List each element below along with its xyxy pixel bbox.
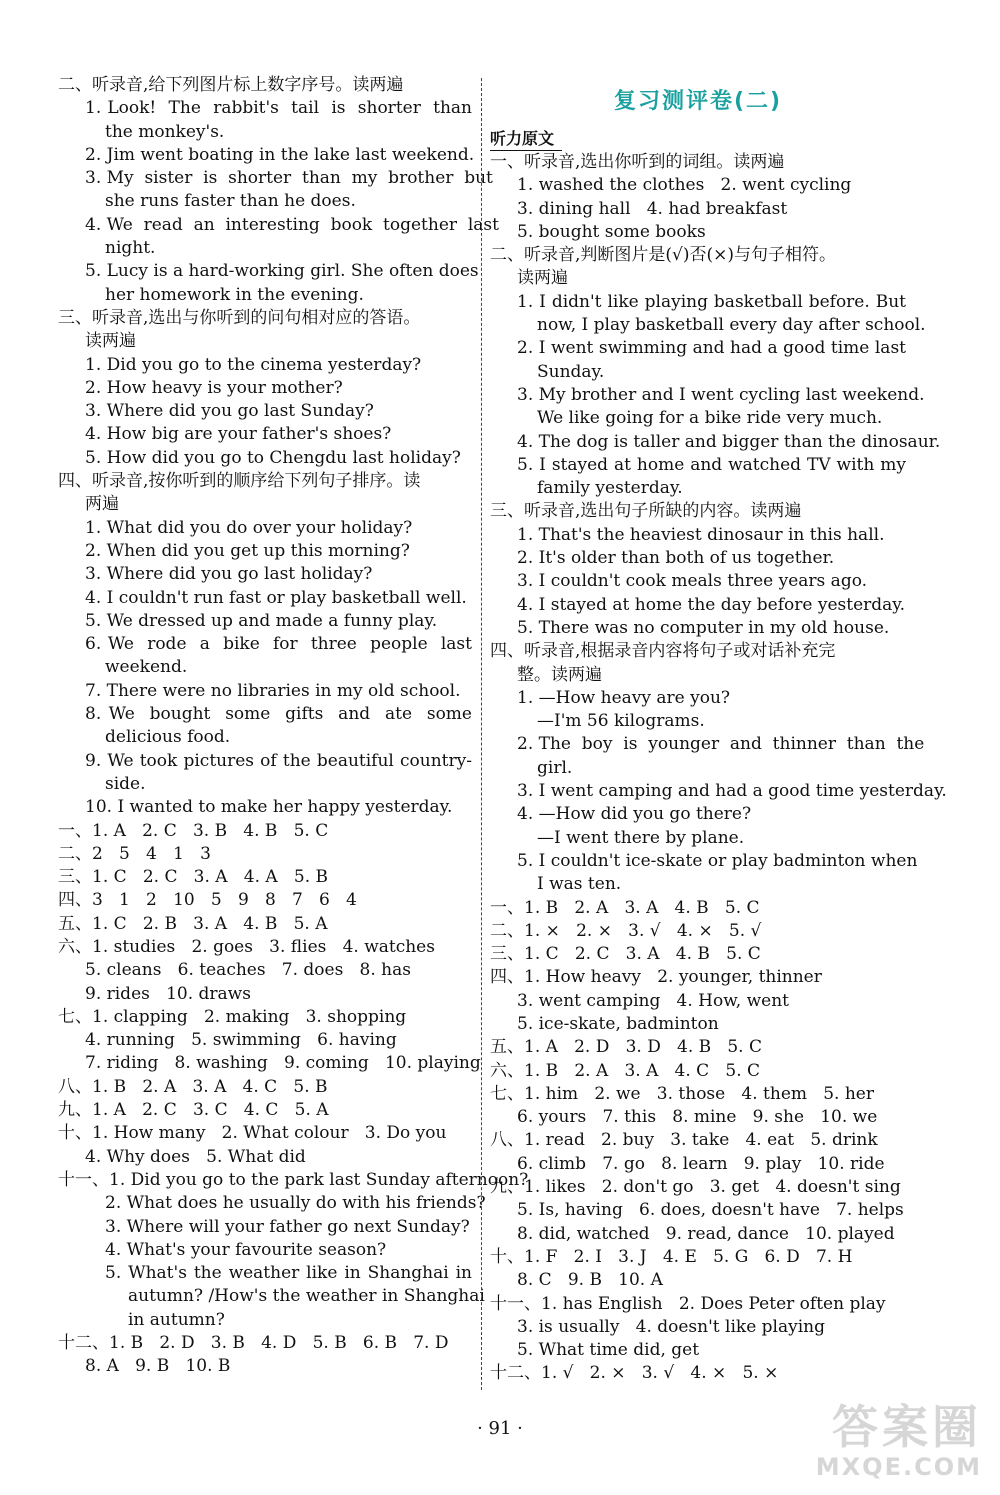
- text-line: 5. Lucy is a hard-working girl. She often does: [85, 261, 479, 282]
- text-line: in autumn?: [128, 1309, 225, 1330]
- text-line: 一、1. A 2. C 3. B 4. B 5. C: [58, 820, 329, 841]
- text-line: 8. did, watched 9. read, dance 10. played: [517, 1223, 895, 1244]
- text-line: 4. I couldn't run fast or play basketball well.: [85, 587, 467, 608]
- text-line: 2. How heavy is your mother?: [85, 377, 343, 398]
- text-line: 3. I couldn't cook meals three years ago.: [517, 571, 868, 592]
- text-line: 四、听录音,根据录音内容将句子或对话补充完: [490, 641, 836, 662]
- text-line: 四、1. How heavy 2. younger, thinner: [490, 967, 822, 988]
- text-line: 5. I stayed at home and watched TV with my: [517, 454, 906, 475]
- text-line: 8. We bought some gifts and ate some: [85, 704, 472, 725]
- text-line: 7. There were no libraries in my old school.: [85, 680, 461, 701]
- page-number: · 91 ·: [477, 1418, 523, 1439]
- text-line: 4. The dog is taller and bigger than the dinosaur.: [517, 431, 941, 452]
- text-line: 5. ice-skate, badminton: [517, 1013, 719, 1034]
- text-line: 3. dining hall 4. had breakfast: [517, 198, 788, 219]
- text-line: 三、1. C 2. C 3. A 4. A 5. B: [58, 867, 329, 888]
- text-line: delicious food.: [105, 727, 231, 748]
- text-line: —I'm 56 kilograms.: [537, 711, 705, 732]
- watermark-url: MXQE.COM: [815, 1453, 982, 1481]
- text-line: 六、1. studies 2. goes 3. flies 4. watches: [58, 936, 435, 957]
- text-line: now, I play basketball every day after school.: [537, 315, 926, 336]
- text-line: 1. Look! The rabbit's tail is shorter than: [85, 98, 472, 119]
- text-line: 5. bought some books: [517, 221, 706, 242]
- text-line: 10. I wanted to make her happy yesterday.: [85, 797, 453, 818]
- text-line: 四、3 1 2 10 5 9 8 7 6 4: [58, 890, 357, 911]
- text-line: 八、1. B 2. A 3. A 4. C 5. B: [58, 1076, 328, 1097]
- text-line: 5. Is, having 6. does, doesn't have 7. helps: [517, 1200, 904, 1221]
- text-line: 五、1. C 2. B 3. A 4. B 5. A: [58, 913, 328, 934]
- listening-script-heading: 听力原文: [490, 128, 562, 151]
- text-line: 4. running 5. swimming 6. having: [85, 1030, 397, 1051]
- text-line: 九、1. A 2. C 3. C 4. C 5. A: [58, 1100, 329, 1121]
- text-line: 八、1. read 2. buy 3. take 4. eat 5. drink: [490, 1130, 878, 1151]
- text-line: 3. My brother and I went cycling last weekend.: [517, 384, 925, 405]
- text-line: 1. What did you do over your holiday?: [85, 517, 413, 538]
- text-line: 5. There was no computer in my old house.: [517, 617, 890, 638]
- text-line: 十、1. How many 2. What colour 3. Do you: [58, 1123, 447, 1144]
- text-line: 1. Did you go to the cinema yesterday?: [85, 354, 422, 375]
- text-line: —I went there by plane.: [537, 827, 745, 848]
- text-line: autumn? /How's the weather in Shanghai: [128, 1286, 485, 1307]
- text-line: 读两遍: [85, 331, 136, 352]
- text-line: 3. I went camping and had a good time yesterday.: [517, 781, 947, 802]
- text-line: 3. Where did you go last holiday?: [85, 564, 373, 585]
- right-lines: [490, 151, 947, 1386]
- text-line: the monkey's.: [105, 121, 225, 142]
- text-line: 三、听录音,选出句子所缺的内容。读两遍: [490, 501, 802, 522]
- text-line: 5. I couldn't ice-skate or play badminton when: [517, 850, 918, 871]
- text-line: 一、听录音,选出你听到的词组。读两遍: [490, 152, 785, 172]
- text-line: 4. —How did you go there?: [517, 804, 752, 825]
- text-line: 十、1. F 2. I 3. J 4. E 5. G 6. D 7. H: [490, 1246, 853, 1267]
- text-line: 5. What's the weather like in Shanghai in: [105, 1263, 472, 1284]
- text-line: 7. riding 8. washing 9. coming 10. playing: [85, 1053, 481, 1074]
- text-line: family yesterday.: [537, 478, 683, 499]
- text-line: 读两遍: [517, 268, 568, 289]
- text-line: 五、1. A 2. D 3. D 4. B 5. C: [490, 1037, 762, 1058]
- text-line: 1. —How heavy are you?: [517, 687, 731, 708]
- watermark-text: 答案圈: [832, 1400, 982, 1454]
- text-line: 二、听录音,给下列图片标上数字序号。读两遍: [58, 75, 404, 95]
- text-line: 十一、1. Did you go to the park last Sunday afternoon?: [58, 1169, 529, 1190]
- text-line: 二、1. × 2. × 3. √ 4. × 5. √: [490, 920, 762, 941]
- text-line: 2. It's older than both of us together.: [517, 548, 835, 569]
- text-line: 4. How big are your father's shoes?: [85, 424, 392, 445]
- text-line: 1. That's the heaviest dinosaur in this hall.: [517, 524, 885, 545]
- text-line: 5. cleans 6. teaches 7. does 8. has: [85, 960, 411, 981]
- text-line: 2. Jim went boating in the lake last weekend.: [85, 144, 475, 165]
- text-line: 3. Where will your father go next Sunday?: [105, 1216, 470, 1237]
- text-line: 四、听录音,按你听到的顺序给下列句子排序。读: [58, 471, 421, 492]
- watermark-logo: [816, 1401, 982, 1481]
- text-line: 十一、1. has English 2. Does Peter often play: [490, 1293, 886, 1314]
- text-line: night.: [105, 238, 156, 259]
- text-line: 整。读两遍: [517, 664, 602, 685]
- text-line: 5. What time did, get: [517, 1340, 700, 1361]
- text-line: Sunday.: [537, 361, 605, 382]
- right-column: [490, 74, 947, 1386]
- text-line: 5. We dressed up and made a funny play.: [85, 610, 438, 631]
- text-line: 六、1. B 2. A 3. A 4. C 5. C: [490, 1060, 761, 1081]
- text-line: 二、2 5 4 1 3: [58, 843, 211, 864]
- text-line: 4. We read an interesting book together last: [85, 214, 499, 235]
- text-line: 十二、1. B 2. D 3. B 4. D 5. B 6. B 7. D: [58, 1333, 449, 1354]
- text-line: side.: [105, 773, 146, 794]
- text-line: 8. A 9. B 10. B: [85, 1356, 231, 1377]
- text-line: 2. When did you get up this morning?: [85, 540, 410, 561]
- text-line: 3. My sister is shorter than my brother but: [85, 168, 493, 189]
- section-title: 复习测评卷(二): [613, 89, 783, 114]
- text-line: 9. We took pictures of the beautiful country-: [85, 750, 472, 771]
- text-line: 两遍: [85, 494, 119, 515]
- text-line: 6. yours 7. this 8. mine 9. she 10. we: [517, 1107, 878, 1128]
- text-line: 6. We rode a bike for three people last: [85, 634, 472, 655]
- text-line: 1. washed the clothes 2. went cycling: [517, 175, 852, 196]
- text-line: 9. rides 10. draws: [85, 983, 251, 1004]
- text-line: 七、1. him 2. we 3. those 4. them 5. her: [490, 1083, 874, 1104]
- text-line: 一、1. B 2. A 3. A 4. B 5. C: [490, 897, 760, 918]
- text-line: 3. Where did you go last Sunday?: [85, 401, 374, 422]
- text-line: 九、1. likes 2. don't go 3. get 4. doesn't sing: [490, 1177, 901, 1198]
- text-line: 十二、1. √ 2. × 3. √ 4. × 5. ×: [490, 1363, 779, 1384]
- text-line: I was ten.: [537, 874, 622, 895]
- column-divider: [481, 78, 482, 1390]
- text-line: 5. How did you go to Chengdu last holiday?: [85, 447, 461, 468]
- text-line: she runs faster than he does.: [105, 191, 356, 212]
- text-line: 三、听录音,选出与你听到的问句相对应的答语。: [58, 307, 421, 328]
- text-line: 3. is usually 4. doesn't like playing: [517, 1316, 825, 1337]
- text-line: 七、1. clapping 2. making 3. shopping: [58, 1006, 407, 1027]
- text-line: her homework in the evening.: [105, 284, 364, 305]
- text-line: 1. I didn't like playing basketball before. But: [517, 291, 906, 312]
- text-line: weekend.: [105, 657, 188, 678]
- text-line: We like going for a bike ride very much.: [537, 408, 883, 429]
- text-line: girl.: [537, 757, 573, 778]
- text-line: 8. C 9. B 10. A: [517, 1270, 663, 1291]
- text-line: 4. I stayed at home the day before yesterday.: [517, 594, 906, 615]
- text-line: 4. Why does 5. What did: [85, 1146, 306, 1167]
- text-line: 三、1. C 2. C 3. A 4. B 5. C: [490, 944, 761, 965]
- text-line: 2. I went swimming and had a good time last: [517, 338, 906, 359]
- text-line: 4. What's your favourite season?: [105, 1239, 387, 1260]
- text-line: 6. climb 7. go 8. learn 9. play 10. ride: [517, 1153, 885, 1174]
- text-line: 2. What does he usually do with his friends?: [105, 1193, 486, 1214]
- text-line: 2. The boy is younger and thinner than the: [517, 734, 925, 755]
- text-line: 3. went camping 4. How, went: [517, 990, 789, 1011]
- text-line: 二、听录音,判断图片是(√)否(×)与句子相符。: [490, 245, 837, 266]
